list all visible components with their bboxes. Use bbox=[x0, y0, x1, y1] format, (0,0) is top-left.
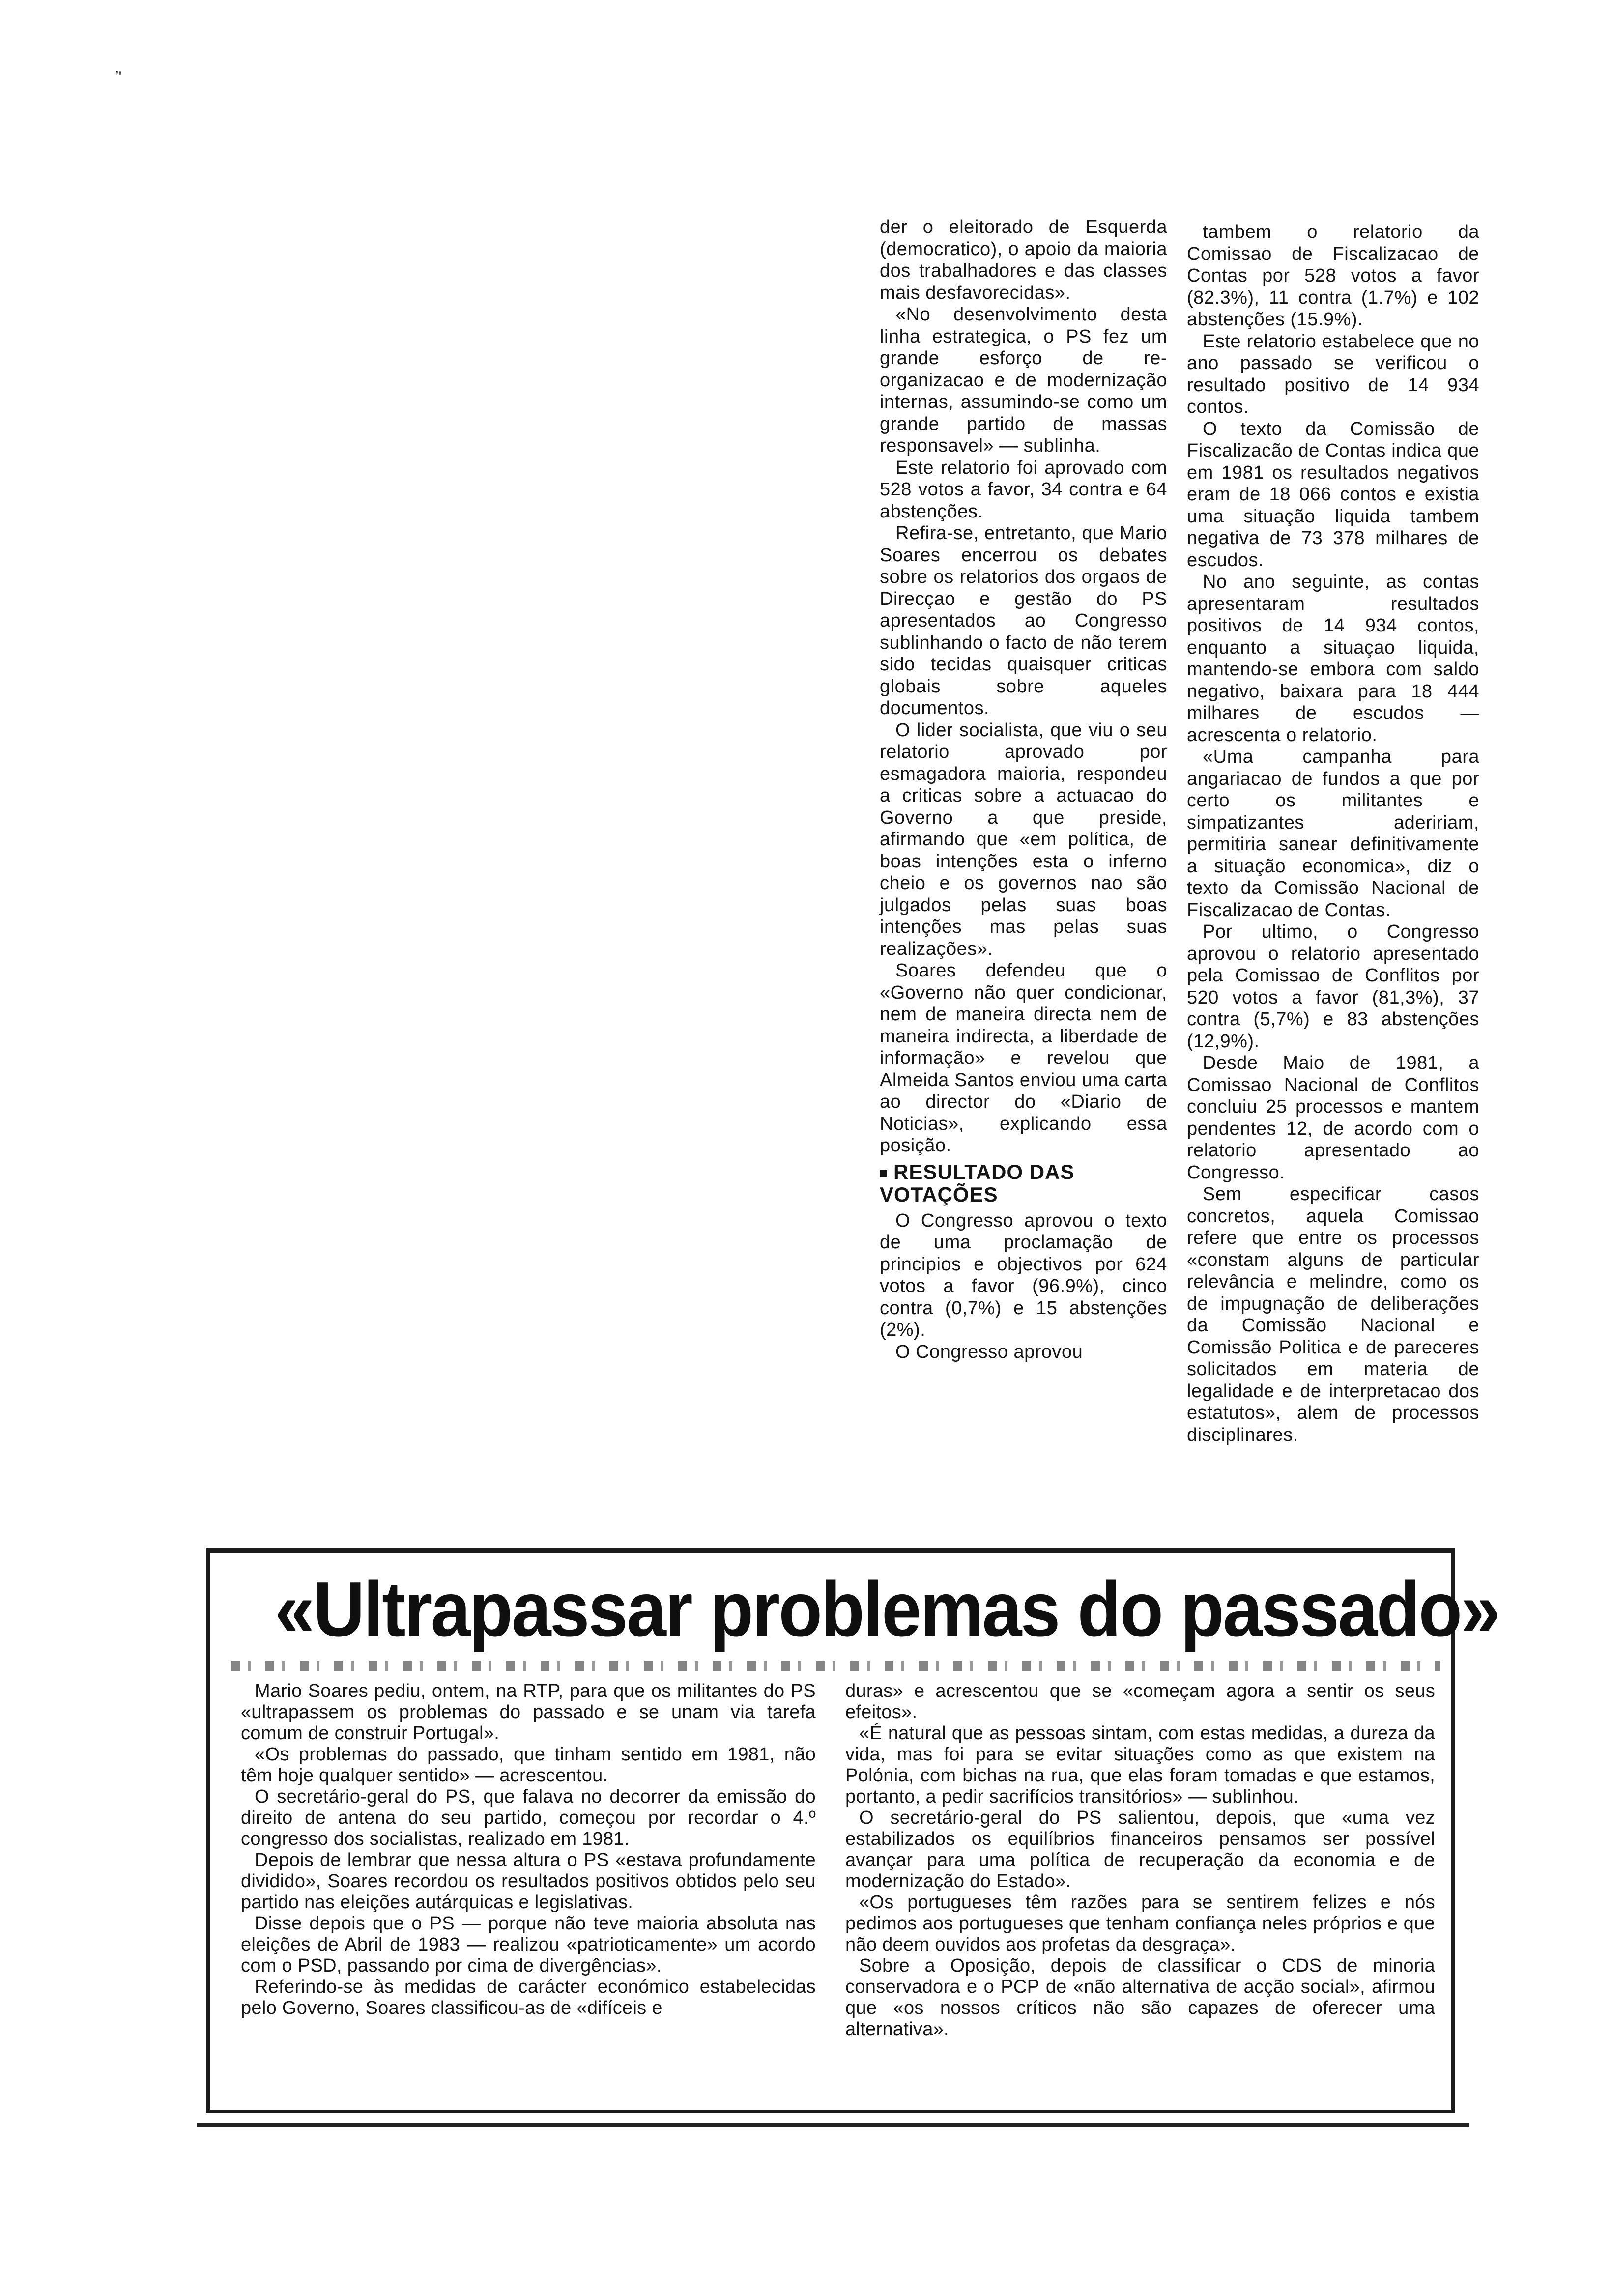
paragraph: No ano seguinte, as contas apresentaram resultados positivos de 14 934 contos, enquanto a situaçao liquida, mantendo-se embora com saldo negativo, baixara para 18 444 milhares de escudos — acrescenta o relatorio. bbox=[1187, 572, 1479, 746]
paragraph: Refira-se, entretanto, que Mario Soares encerrou os debates sobre os relatorios dos orgaos de Direcçao e gestão do PS apresentados ao Congresso sublinhando o facto de não terem sido tecidas quaisquer criticas globais sobre aqueles documentos. bbox=[880, 523, 1167, 718]
paragraph: Referindo-se às medidas de carácter económico estabelecidas pelo Governo, Soares classificou-as de «difíceis e bbox=[241, 1977, 816, 2018]
paragraph: duras» e acrescentou que se «começam agora a sentir os seus efeitos». bbox=[845, 1681, 1435, 1722]
print-smear bbox=[231, 1661, 1440, 1671]
stray-mark: ʼ' bbox=[115, 69, 122, 85]
box-column-1 bbox=[241, 1681, 816, 2019]
paragraph: «Uma campanha para angariacao de fundos a que por certo os militantes e simpatizantes adeririam, permitiria sanear definitivamente a situação economica», diz o texto da Comissão Nacional de Fiscalizacao de Contas. bbox=[1187, 746, 1479, 920]
article-column-1 bbox=[880, 216, 1167, 1363]
paragraph: Desde Maio de 1981, a Comissao Nacional de Conflitos concluiu 25 processos e mantem pendentes 12, de acordo com o relatorio apresentado ao Congresso. bbox=[1187, 1053, 1479, 1183]
section-subheading bbox=[880, 1161, 1167, 1206]
paragraph: «Os problemas do passado, que tinham sentido em 1981, não têm hoje qualquer sentido» — acrescentou. bbox=[241, 1744, 816, 1786]
paragraph: O secretário-geral do PS, que falava no decorrer da emissão do direito de antena do seu partido, começou por recordar o 4.º congresso dos socialistas, realizado em 1981. bbox=[241, 1786, 816, 1849]
box-column-2 bbox=[845, 1681, 1435, 2040]
bullet-icon bbox=[880, 1170, 887, 1177]
paragraph: Mario Soares pediu, ontem, na RTP, para que os militantes do PS «ultrapassem os problemas do passado e se unam via tarefa comum de construir Portugal». bbox=[241, 1681, 816, 1744]
article-column-2 bbox=[1187, 221, 1479, 1446]
paragraph: O secretário-geral do PS salientou, depois, que «uma vez estabilizados os equilíbrios financeiros pensamos ser possível avançar para uma política de recuperação da economia e de modernização do Estado». bbox=[845, 1808, 1435, 1892]
subheading-text: RESULTADO DAS VOTAÇÕES bbox=[880, 1160, 1075, 1206]
paragraph: «É natural que as pessoas sintam, com estas medidas, a dureza da vida, mas foi para se evitar situações como as que existem na Polónia, com bichas na rua, que elas foram tomadas e que estamos, portanto, a pedir sacrifícios transitórios» — sublinhou. bbox=[845, 1723, 1435, 1807]
paragraph: Sobre a Oposição, depois de classificar o CDS de minoria conservadora e o PCP de «não alternativa de acção social», afirmou que «os nossos críticos não são capazes de oferecer uma alternativa». bbox=[845, 1955, 1435, 2039]
paragraph: O Congresso aprovou bbox=[895, 1341, 1083, 1362]
paragraph: der o eleitorado de Esquerda (democratico), o apoio da maioria dos trabalhadores e das classes mais desfavorecidas». bbox=[880, 217, 1167, 303]
box-bottom-rule bbox=[197, 2123, 1469, 2127]
paragraph: Sem especificar casos concretos, aquela Comissao refere que entre os processos «constam alguns de particular relevância e melindre, como os de impugnação de deliberações da Comissão Nacional e Comissão Politica e de pareceres solicitados em materia de legalidade e de interpretacao dos estatutos», alem de processos disciplinares. bbox=[1187, 1184, 1479, 1445]
paragraph: Este relatorio estabelece que no ano passado se verificou o resultado positivo de 14 934 contos. bbox=[1187, 331, 1479, 417]
paragraph: tambem o relatorio da Comissao de Fiscalizacao de Contas por 528 votos a favor (82.3%), 11 contra (1.7%) e 102 abstenções (15.9%). bbox=[1187, 222, 1479, 330]
paragraph: «Os portugueses têm razões para se sentirem felizes e nós pedimos aos portugueses que tenham confiança neles próprios e que não deem ouvidos aos profetas da desgraça». bbox=[845, 1892, 1435, 1955]
paragraph: O lider socialista, que viu o seu relatorio aprovado por esmagadora maioria, respondeu a criticas sobre a actuacao do Governo a que preside, afirmando que «em política, de boas intenções esta o inferno cheio e os governos nao são julgados pelas suas boas intenções mas pelas suas realizações». bbox=[880, 719, 1167, 959]
paragraph: «No desenvolvimento desta linha estrategica, o PS fez um grande esforço de re-organizacao e de modernização internas, assumindo-se como um grande partido de massas responsavel» — sublinha. bbox=[880, 304, 1167, 456]
paragraph: O texto da Comissão de Fiscalizacão de Contas indica que em 1981 os resultados negativos eram de 18 066 contos e existia uma situação liquida tambem negativa de 73 378 milhares de escudos. bbox=[1187, 418, 1479, 571]
paragraph: Soares defendeu que o «Governo não quer condicionar, nem de maneira directa nem de maneira indirecta, a liberdade de informação» e revelou que Almeida Santos enviou uma carta ao director do «Diario de Noticias», explicando essa posição. bbox=[880, 960, 1167, 1156]
paragraph: Depois de lembrar que nessa altura o PS «estava profundamente dividido», Soares recordou os resultados positivos obtidos pelo seu partido nas eleições autárquicas e legislativas. bbox=[241, 1850, 816, 1913]
paragraph: O Congresso aprovou o texto de uma proclamação de principios e objectivos por 624 votos a favor (96.9%), cinco contra (0,7%) e 15 abstenções (2%). bbox=[880, 1210, 1167, 1340]
paragraph: Este relatorio foi aprovado com 528 votos a favor, 34 contra e 64 abstenções. bbox=[880, 457, 1167, 522]
paragraph: Por ultimo, o Congresso aprovou o relatorio apresentado pela Comissao de Conflitos por 520 votos a favor (81,3%), 37 contra (5,7%) e 83 abstenções (12,9%). bbox=[1187, 921, 1479, 1052]
box-headline: «Ultrapassar problemas do passado» bbox=[275, 1566, 1499, 1653]
paragraph: Disse depois que o PS — porque não teve maioria absoluta nas eleições de Abril de 1983 — realizou «patrioticamente» um acordo com o PSD, passando por cima de divergências». bbox=[241, 1913, 816, 1976]
